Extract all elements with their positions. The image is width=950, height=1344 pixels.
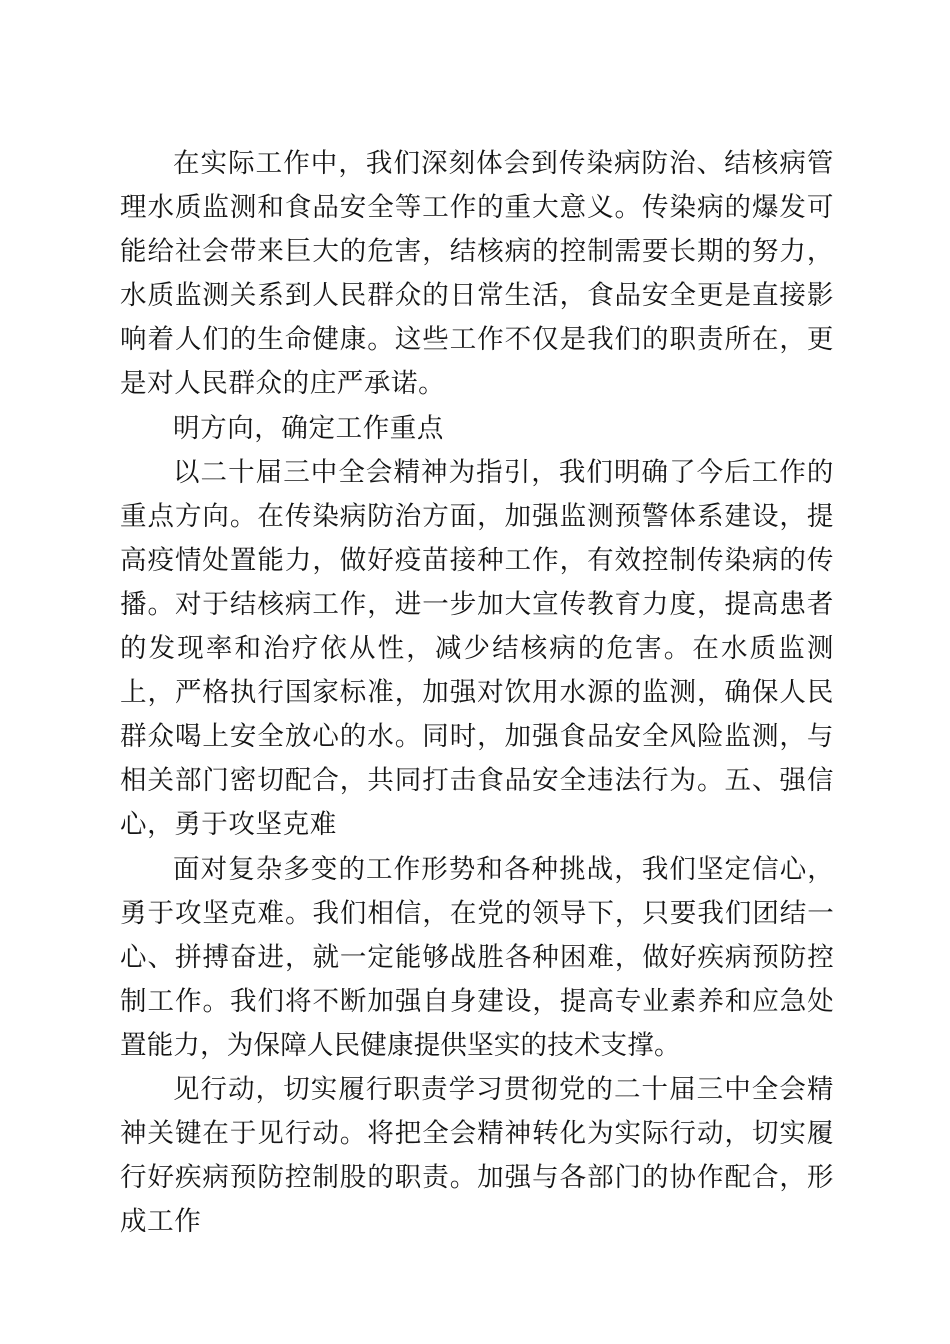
document-body [120, 142, 834, 1244]
paragraph-heading-direction: 明方向，确定工作重点 [173, 412, 444, 444]
paragraph-work-priorities: 以二十届三中全会精神为指引，我们明确了今后工作的重点方向。在传染病防治方面，加强监测预警体系建设，提高疫情处置能力，做好疫苗接种工作，有效控制传染病的传播。对于结核病工作，进一步加大宣传教育力度，提高患者的发现率和治疗依从性，减少结核病的危害。在水质监测上，严格执行国家标准，加强对饮用水源的监测，确保人民群众喝上安全放心的水。同时，加强食品安全风险监测，与相关部门密切配合，共同打击食品安全违法行为。五、强信心，勇于攻坚克难 [120, 456, 834, 841]
paragraph-action: 见行动，切实履行职责学习贯彻党的二十届三中全会精神关键在于见行动。将把全会精神转化为实际行动，切实履行好疾病预防控制股的职责。加强与各部门的协作配合，形成工作 [120, 1073, 834, 1238]
paragraph-confidence: 面对复杂多变的工作形势和各种挑战，我们坚定信心，勇于攻坚克难。我们相信，在党的领导下，只要我们团结一心、拼搏奋进，就一定能够战胜各种困难，做好疾病预防控制工作。我们将不断加强自身建设，提高专业素养和应急处置能力，为保障人民健康提供坚实的技术支撑。 [120, 853, 834, 1061]
paragraph-practical-work: 在实际工作中，我们深刻体会到传染病防治、结核病管理水质监测和食品安全等工作的重大意义。传染病的爆发可能给社会带来巨大的危害，结核病的控制需要长期的努力，水质监测关系到人民群众的日常生活，食品安全更是直接影响着人们的生命健康。这些工作不仅是我们的职责所在，更是对人民群众的庄严承诺。 [120, 148, 834, 400]
